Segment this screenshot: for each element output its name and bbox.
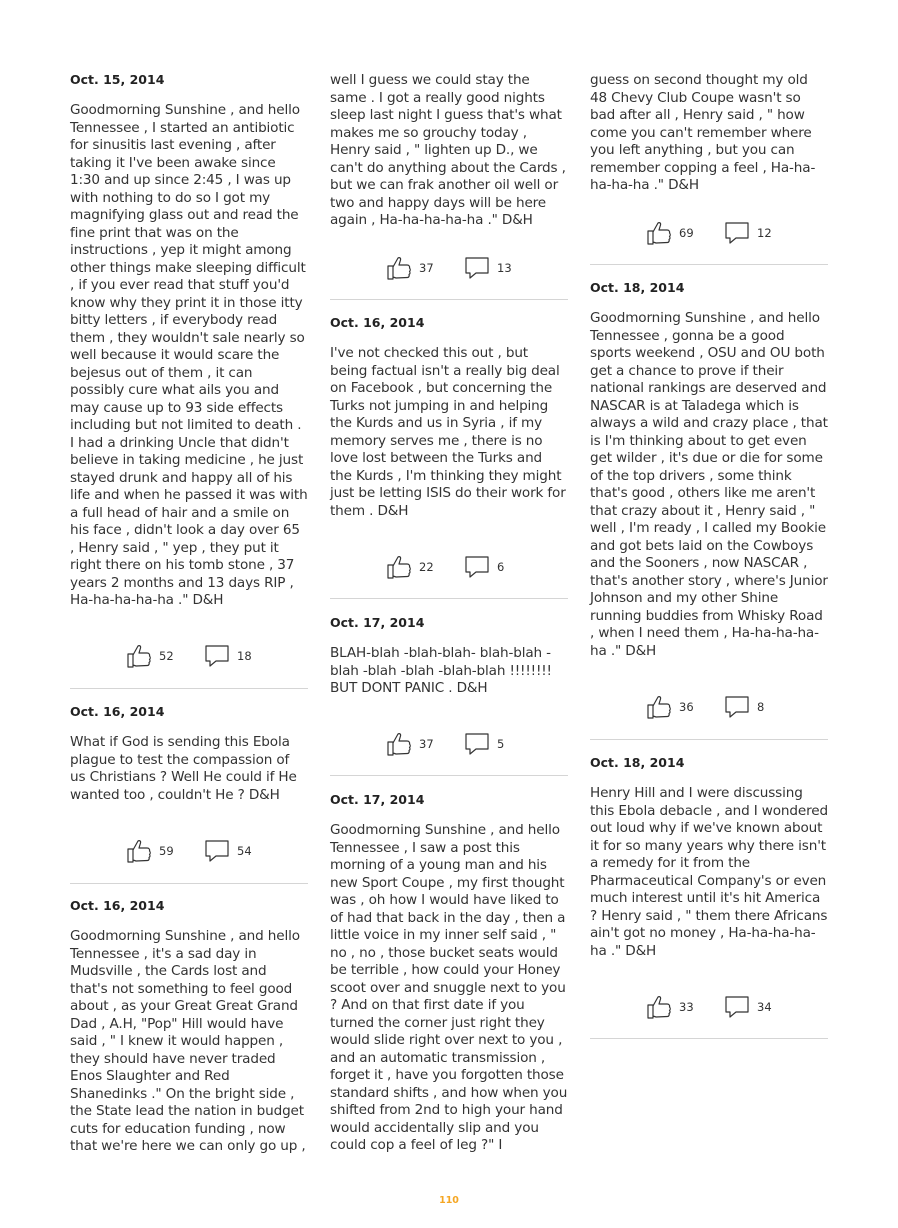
- post-body: What if God is sending this Ebola plague to test the compassion of us Christians ? Well He could if He wanted too , couldn't He ? D&H: [70, 734, 297, 803]
- post-body: Goodmorning Sunshine , and hello Tennessee , I started an antibiotic for sinusitis last evening , after taking it I've been awake since 1:30 and up since 2:45 , I was up with nothing to do so I got my magnifying glass out and read the fine print that was on the instructions , yep it might among other things make sleeping difficult , if you ever read that stuff you'd know why they print it in those itty bitty letters , if everybody read them , they wouldn't sale nearly so well because it would scare the bejesus out of them , it can possibly cure what ails you and may cause up to 93 side effects including but not limited to death . I had a drinking Uncle that didn't believe in taking medicine , he just stayed drunk and happy all of his life and when he passed it was with a full head of hair and a smile on his face , didn't look a day over 65 , Henry said , " yep , they put it right there on his tomb stone , 37 years 2 months and 13 days RIP , Ha-ha-ha-ha-ha ." D&H: [70, 102, 308, 608]
- thumbs-up-icon[interactable]: [126, 643, 152, 669]
- post-stats: [590, 994, 828, 1022]
- post-date: Oct. 17, 2014: [330, 615, 425, 630]
- thumbs-up-icon[interactable]: [386, 554, 412, 580]
- post-body-continued: guess on second thought my old 48 Chevy Club Coupe wasn't so bad after all , Henry said , " how come you can't remember where you left anything , but you can remember copping a feel , Ha-ha-ha-ha-ha ." D&H: [590, 72, 816, 193]
- comment-count: 18: [237, 649, 252, 663]
- like-count: 59: [159, 844, 174, 858]
- post-date: Oct. 18, 2014: [590, 280, 685, 295]
- comment-icon[interactable]: [464, 256, 490, 280]
- thumbs-up-icon[interactable]: [646, 220, 672, 246]
- comment-count: 8: [757, 700, 765, 714]
- comment-count: 5: [497, 737, 505, 751]
- post-body: Henry Hill and I were discussing this Ebola debacle , and I wondered out loud why if we've known about it for so many years why there isn't a remedy for it from the Pharmaceutical Company's or even much interest until it's hit America ? Henry said , " them there Africans ain't got no money , Ha-ha-ha-ha-ha ." D&H: [590, 785, 828, 959]
- post-body: Goodmorning Sunshine , and hello Tennessee , it's a sad day in Mudsville , the Cards lost and that's not something to feel good about , as your Great Great Grand Dad , A.H, "Pop" Hill would have said , " I knew it would happen , they should have never traded Enos Slaughter and Red Shanedinks ." On the bright side , the State lead the nation in budget cuts for education funding , now that we're here we can only go up ,: [70, 928, 306, 1154]
- post-divider: [70, 688, 308, 689]
- post-date: Oct. 16, 2014: [330, 315, 425, 330]
- post-body: BLAH-blah -blah-blah- blah-blah -blah -blah -blah -blah-blah !!!!!!!! BUT DONT PANIC . D&H: [330, 645, 552, 696]
- post-stats: [590, 694, 828, 722]
- like-count: 52: [159, 649, 174, 663]
- comment-icon[interactable]: [464, 555, 490, 579]
- thumbs-up-icon[interactable]: [126, 838, 152, 864]
- post-divider: [330, 598, 568, 599]
- like-count: 37: [419, 737, 434, 751]
- post-stats: [70, 838, 308, 866]
- comment-count: 12: [757, 226, 772, 240]
- thumbs-up-icon[interactable]: [386, 731, 412, 757]
- thumbs-up-icon[interactable]: [646, 694, 672, 720]
- thumbs-up-icon[interactable]: [386, 255, 412, 281]
- post-divider: [70, 883, 308, 884]
- comment-icon[interactable]: [204, 839, 230, 863]
- post-date: Oct. 16, 2014: [70, 704, 165, 719]
- comment-count: 6: [497, 560, 505, 574]
- comment-icon[interactable]: [204, 644, 230, 668]
- post-body-continued: well I guess we could stay the same . I got a really good nights sleep last night I guess that's what makes me so grouchy today , Henry said , " lighten up D., we can't do anything about the Cards , but we can frak another oil well or two and happy days will be here again , Ha-ha-ha-ha-ha ." D&H: [330, 72, 566, 228]
- comment-icon[interactable]: [464, 732, 490, 756]
- post-date: Oct. 17, 2014: [330, 792, 425, 807]
- post-stats: [70, 643, 308, 671]
- comment-count: 34: [757, 1000, 772, 1014]
- post-stats: [330, 255, 568, 283]
- like-count: 22: [419, 560, 434, 574]
- post-divider: [330, 775, 568, 776]
- comment-count: 54: [237, 844, 252, 858]
- comment-icon[interactable]: [724, 695, 750, 719]
- post-stats: [590, 220, 828, 248]
- post-date: Oct. 15, 2014: [70, 72, 165, 87]
- post-divider: [590, 739, 828, 740]
- post-stats: [330, 554, 568, 582]
- like-count: 36: [679, 700, 694, 714]
- post-stats: [330, 731, 568, 759]
- post-divider: [590, 264, 828, 265]
- post-date: Oct. 18, 2014: [590, 755, 685, 770]
- post-body: Goodmorning Sunshine , and hello Tennessee , I saw a post this morning of a young man and his new Sport Coupe , my first thought was , oh how I would have liked to of had that back in the day , then a little voice in my inner self said , " no , no , those bucket seats would be terrible , how could your Honey scoot over and snuggle next to you ? And on that first date if you turned the corner just right they would slide right over next to you , and an automatic transmission , forget it , have you forgotten those standard shifts , and how when you shifted from 2nd to high your hand would accidentally slip and you could cop a feel of leg ?" I: [330, 822, 568, 1153]
- page-number: 110: [439, 1195, 459, 1206]
- like-count: 37: [419, 261, 434, 275]
- comment-icon[interactable]: [724, 221, 750, 245]
- post-date: Oct. 16, 2014: [70, 898, 165, 913]
- like-count: 33: [679, 1000, 694, 1014]
- like-count: 69: [679, 226, 694, 240]
- comment-icon[interactable]: [724, 995, 750, 1019]
- thumbs-up-icon[interactable]: [646, 994, 672, 1020]
- post-body: I've not checked this out , but being factual isn't a really big deal on Facebook , but concerning the Turks not jumping in and helping the Kurds and us in Syria , if my memory serves me , there is no love lost between the Turks and the Kurds , I'm thinking they might just be letting ISIS do their work for them . D&H: [330, 345, 566, 519]
- post-divider: [590, 1038, 828, 1039]
- post-body: Goodmorning Sunshine , and hello Tennessee , gonna be a good sports weekend , OSU and OU both get a chance to prove if their national rankings are deserved and NASCAR is at Taladega which is always a wild and crazy place , that is I'm thinking about to get even get wilder , it's due or die for some of the top drivers , some think that's good , others like me aren't that crazy about it , Henry said , " well , I'm ready , I called my Bookie and got bets laid on the Cowboys and the Sooners , now NASCAR , that's another story , where's Junior Johnson and my other Shine running buddies from Whisky Road , when I need them , Ha-ha-ha-ha-ha ." D&H: [590, 310, 828, 659]
- post-divider: [330, 299, 568, 300]
- comment-count: 13: [497, 261, 512, 275]
